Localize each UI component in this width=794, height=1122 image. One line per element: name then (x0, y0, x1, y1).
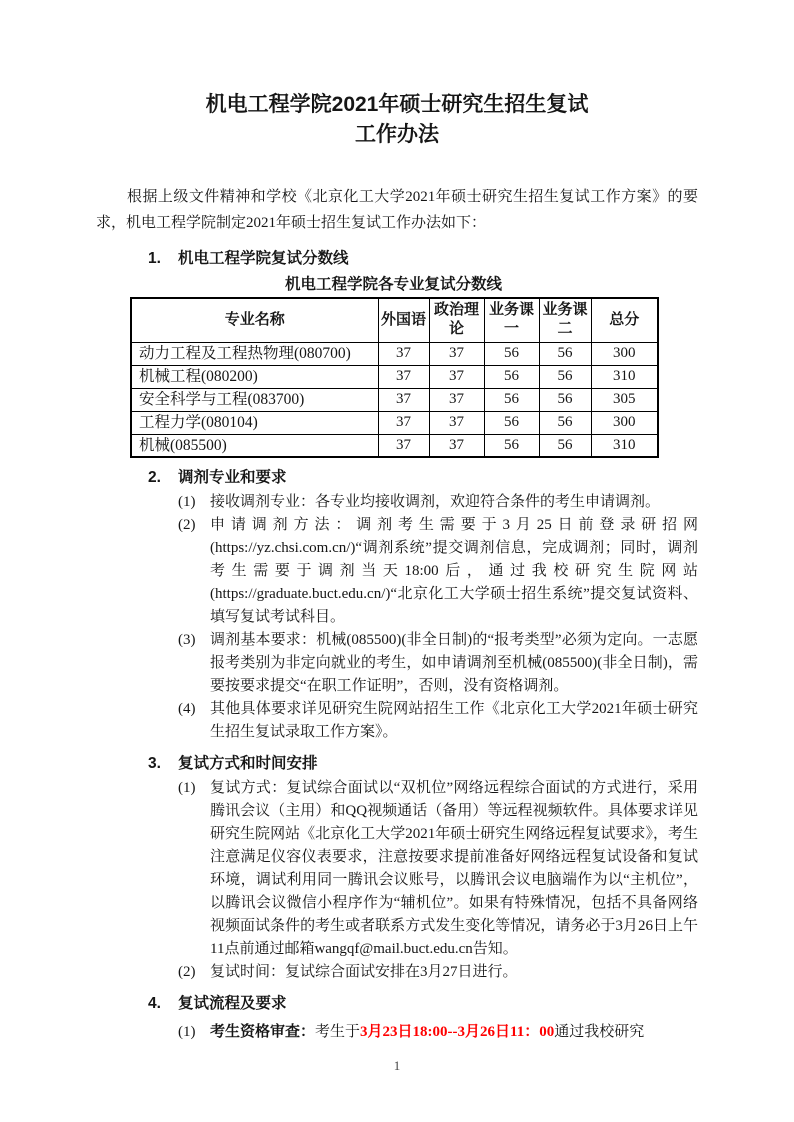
score-cell: 37 (429, 434, 484, 457)
score-cell: 300 (591, 411, 658, 434)
score-cell: 37 (378, 388, 429, 411)
list-item (96, 491, 698, 514)
list-item (96, 629, 698, 698)
score-cell: 37 (429, 388, 484, 411)
score-cell: 56 (539, 434, 591, 457)
score-cell: 56 (484, 411, 539, 434)
score-cell: 56 (484, 434, 539, 457)
score-cell: 305 (591, 388, 658, 411)
section2-heading-label: 调剂专业和要求 (178, 469, 287, 486)
table-row (131, 434, 658, 457)
section2-heading (96, 467, 698, 489)
item-text: 复试方式：复试综合面试以“双机位”网络远程综合面试的方式进行，采用腾讯会议（主用）和QQ视频通话（备用）等远程视频软件。具体要求详见研究生院网站《北京化工大学2021年硕士研究生网络远程复试要求》，考生注意满足仪容仪表要求，注意按要求提前准备好网络远程复试设备和复试环境，调试利用同一腾讯会议账号，以腾讯会议电脑端作为以“主机位”，以腾讯会议微信小程序作为“辅机位”。如果有特殊情况，包括不具备网络视频面试条件的考生或者联系方式发生变化等情况，请务必于3月26日上午11点前通过邮箱wangqf@mail.buct.edu.cn告知。 (210, 780, 698, 957)
section2-items (96, 491, 698, 744)
column-header-subject2: 业务课二 (539, 298, 591, 342)
section3-heading (96, 753, 698, 775)
score-cell: 37 (378, 365, 429, 388)
qualification-review-label: 考生资格审查： (210, 1024, 316, 1040)
table-row (131, 365, 658, 388)
score-cell: 300 (591, 342, 658, 365)
section-score-lines (96, 248, 698, 458)
score-cell: 37 (378, 342, 429, 365)
score-table-caption: 机电工程学院各专业复试分数线 (284, 276, 502, 293)
program-cell: 工程力学(080104) (131, 411, 378, 434)
item-marker: (2) (178, 517, 196, 533)
program-cell: 机械工程(080200) (131, 365, 378, 388)
document-title-line1: 机电工程学院2021年硕士研究生招生复试 (205, 93, 589, 116)
section3-number: 3. (148, 755, 161, 772)
section4-items (96, 1021, 698, 1044)
list-item (96, 777, 698, 961)
program-cell: 机械(085500) (131, 434, 378, 457)
list-item (96, 698, 698, 744)
item-marker: (1) (178, 1024, 196, 1040)
item-marker: (2) (178, 964, 196, 980)
score-cell: 310 (591, 365, 658, 388)
column-header-total: 总分 (591, 298, 658, 342)
score-cell: 56 (539, 411, 591, 434)
score-cell: 37 (429, 365, 484, 388)
section1-heading-label: 机电工程学院复试分数线 (178, 250, 349, 267)
table-row (131, 388, 658, 411)
section3-items (96, 777, 698, 984)
score-cell: 56 (484, 388, 539, 411)
deadline-prefix-text: 考生于 (315, 1024, 361, 1040)
document-title (96, 90, 698, 150)
section1-heading (96, 248, 698, 270)
section1-number: 1. (148, 250, 161, 267)
deadline-suffix-text: 通过我校研究 (554, 1024, 645, 1040)
column-header-program: 专业名称 (131, 298, 378, 342)
item-marker: (1) (178, 780, 196, 796)
score-cell: 56 (539, 342, 591, 365)
item-marker: (1) (178, 494, 196, 510)
score-cell: 56 (484, 365, 539, 388)
item-text: 调剂基本要求：机械(085500)(非全日制)的“报考类型”必须为定向。一志愿报考类别为非定向就业的考生，如申请调剂至机械(085500)(非全日制)，需要按要求提交“在职工作证明”，否则，没有资格调剂。 (210, 632, 698, 694)
section4-heading (96, 993, 698, 1015)
section2-number: 2. (148, 469, 161, 486)
section4-number: 4. (148, 995, 161, 1012)
list-item (96, 514, 698, 629)
column-header-subject1: 业务课一 (484, 298, 539, 342)
section3-heading-label: 复试方式和时间安排 (178, 755, 318, 772)
page-number: 1 (393, 1058, 401, 1073)
item-text: 复试时间：复试综合面试安排在3月27日进行。 (210, 964, 518, 980)
deadline-highlight-text: 3月23日18:00--3月26日11：00 (360, 1024, 555, 1040)
column-header-politics: 政治理论 (429, 298, 484, 342)
score-cell: 37 (378, 434, 429, 457)
score-cell: 56 (539, 365, 591, 388)
list-item (96, 961, 698, 984)
section-transfer-requirements (96, 467, 698, 744)
score-table (130, 297, 659, 458)
intro-paragraph: 根据上级文件精神和学校《北京化工大学2021年硕士研究生招生复试工作方案》的要求，机电工程学院制定2021年硕士招生复试工作办法如下： (96, 189, 698, 231)
score-cell: 37 (429, 342, 484, 365)
list-item (96, 1021, 698, 1044)
item-marker: (3) (178, 632, 196, 648)
score-cell: 310 (591, 434, 658, 457)
score-cell: 56 (484, 342, 539, 365)
section-interview-arrangement (96, 753, 698, 984)
item-text: 申请调剂方法：调剂考生需要于3月25日前登录研招网(https://yz.chsi.com.cn/)“调剂系统”提交调剂信息，完成调剂；同时，调剂考生需要于调剂当天18:00后，通过我校研究生院网站(https://graduate.buct.edu.cn/)“北京化工大学硕士招生系统”提交复试资料、填写复试考试科目。 (210, 517, 698, 625)
score-cell: 37 (429, 411, 484, 434)
section4-heading-label: 复试流程及要求 (178, 995, 287, 1012)
column-header-foreign-language: 外国语 (378, 298, 429, 342)
item-text (210, 1021, 698, 1044)
item-text: 其他具体要求详见研究生院网站招生工作《北京化工大学2021年硕士研究生招生复试录取工作方案》。 (210, 701, 698, 740)
section-process-requirements (96, 993, 698, 1044)
document-title-line2: 工作办法 (355, 123, 439, 146)
table-row (131, 411, 658, 434)
item-text: 接收调剂专业：各专业均接收调剂，欢迎符合条件的考生申请调剂。 (210, 494, 661, 510)
program-cell: 动力工程及工程热物理(080700) (131, 342, 378, 365)
item-marker: (4) (178, 701, 196, 717)
score-cell: 37 (378, 411, 429, 434)
score-table-header-row (131, 298, 658, 342)
table-row (131, 342, 658, 365)
program-cell: 安全科学与工程(083700) (131, 388, 378, 411)
score-cell: 56 (539, 388, 591, 411)
